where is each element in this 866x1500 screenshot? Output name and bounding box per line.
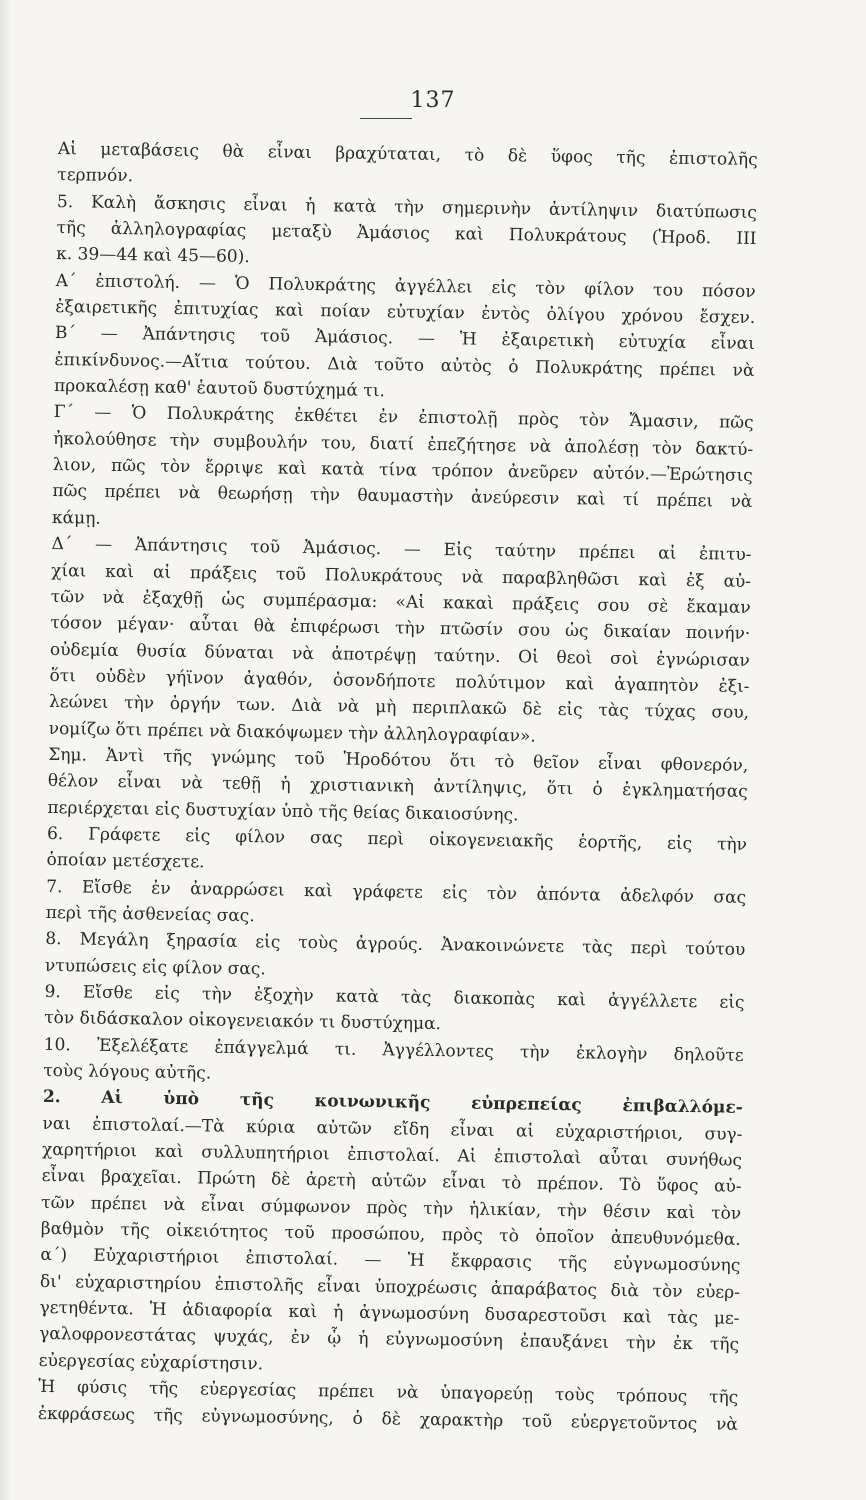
text-line: τερπνόν. xyxy=(57,165,134,187)
text-line: Γ΄ — Ὁ Πολυκράτης ἐκθέτει ἐν ἐπιστολῇ πρὸς τὸν Ἄμασιν, πῶς xyxy=(53,402,754,434)
text-line: γετηθέντα. Ἡ ἀδιαφορία καὶ ἡ ἀγνωμοσύνη δυσαρεστοῦσι καὶ τὰς με- xyxy=(39,1297,740,1329)
text-line: 10. Ἐξελέξατε ἐπάγγελμά τι. Ἀγγέλλοντες τὴν ἐκλογὴν δηλοῦτε xyxy=(43,1034,744,1066)
section-heading-line: 2. Αἱ ὑπὸ τῆς κοινωνικῆς εὐπρεπείας ἐπιβαλλόμε- xyxy=(42,1087,743,1119)
text-line: Ἡ φύσις τῆς εὐεργεσίας πρέπει νὰ ὑπαγορεύῃ τοὺς τρόπους τῆς xyxy=(38,1377,739,1408)
page-number-underline xyxy=(360,118,412,119)
body-text xyxy=(38,136,758,1438)
text-line: τοὺς λόγους αὐτῆς. xyxy=(43,1060,212,1084)
page-number: 137 xyxy=(410,88,456,113)
text-line: Αἱ μεταβάσεις θὰ εἶναι βραχύταται, τὸ δὲ ὕφος τῆς ἐπιστολῆς xyxy=(57,138,758,170)
text-line: προκαλέσῃ καθ' ἑαυτοῦ δυστύχημά τι. xyxy=(53,376,386,402)
text-line: περιέρχεται εἰς δυστυχίαν ὑπὸ τῆς θείας δικαιοσύνης. xyxy=(47,797,519,825)
text-line: τῶν νὰ ἐξαχθῇ ὡς συμπέρασμα: «Αἱ κακαὶ πράξεις σου σὲ ἔκαμαν xyxy=(50,586,751,618)
text-line: ὅτι οὐδὲν γήϊνον ἀγαθόν, ὁσονδήποτε πολύτιμον καὶ ἀγαπητὸν ἐξι- xyxy=(49,665,750,697)
text-line: 8. Μεγάλη ξηρασία εἰς τοὺς ἀγρούς. Ἀνακοινώνετε τὰς περὶ τούτου xyxy=(45,929,746,961)
text-line: ντυπώσεις εἰς φίλον σας. xyxy=(44,955,266,980)
text-line: ἐξαιρετικῆς ἐπιτυχίας καὶ ποίαν εὐτυχίαν ἐντὸς ὀλίγου χρόνου ἔσχεν. xyxy=(55,297,756,329)
page-edge-shadow xyxy=(0,0,12,1500)
text-line: Σημ. Ἀντὶ τῆς γνώμης τοῦ Ἡροδότου ὅτι τὸ θεῖον εἶναι φθονερόν, xyxy=(48,744,749,776)
text-line: κ. 39—44 καὶ 45—60). xyxy=(55,244,250,268)
text-line: 7. Εἴσθε ἐν ἀναρρώσει καὶ γράφετε εἰς τὸν ἀπόντα ἀδελφόν σας xyxy=(46,876,747,908)
text-line: βαθμὸν τῆς οἰκειότητος τοῦ προσώπου, πρὸς τὸ ὁποῖον ἀπευθυνόμεθα. xyxy=(40,1218,741,1250)
text-line: α΄) Εὐχαριστήριοι ἐπιστολαί. — Ἡ ἔκφρασις τῆς εὐγνωμοσύνης xyxy=(40,1245,741,1277)
text-line: χίαι καὶ αἱ πράξεις τοῦ Πολυκράτους νὰ παραβληθῶσι καὶ ἐξ αὐ- xyxy=(51,560,752,592)
text-line: περὶ τῆς ἀσθενείας σας. xyxy=(45,902,255,927)
text-line: θέλον εἶναι νὰ τεθῇ ἡ χριστιανικὴ ἀντίληψις, ὅτι ὁ ἐγκληματήσας xyxy=(47,771,748,803)
text-line: χαρητήριοι καὶ συλλυπητήριοι ἐπιστολαί. Αἱ ἐπιστολαὶ αὗται συνήθως xyxy=(41,1139,743,1171)
text-line: οὐδεμία θυσία δύναται νὰ ἀποτρέψῃ ταύτην. Οἱ θεοὶ σοὶ ἐγνώρισαν xyxy=(49,639,751,671)
text-line: ὁποίαν μετέσχετε. xyxy=(46,850,205,873)
text-line: νομίζω ὅτι πρέπει νὰ διακόψωμεν τὴν ἀλληλογραφίαν». xyxy=(48,718,536,747)
text-line: δι' εὐχαριστηρίου ἐπιστολῆς εἶναι ὑποχρέωσις ἀπαράβατος διὰ τὸν εὐερ- xyxy=(39,1271,741,1303)
text-line: ἐκφράσεως τῆς εὐγνωμοσύνης, ὁ δὲ χαρακτὴρ τοῦ εὐεργετοῦντος νὰ xyxy=(37,1403,739,1435)
text-line: Δ΄ — Ἀπάντησις τοῦ Ἀμάσιος. — Εἰς ταύτην πρέπει αἱ ἐπιτυ- xyxy=(51,534,752,566)
text-line: εἶναι βραχεῖαι. Πρώτη δὲ ἀρετὴ αὐτῶν εἶναι τὸ πρέπον. Τὸ ὕφος αὐ- xyxy=(41,1166,742,1198)
text-line: τόσον μέγαν· αὗται θὰ ἐπιφέρωσι τὴν πτῶσίν σου ὡς δικαίαν ποινήν· xyxy=(50,613,751,645)
text-line: ναι ἐπιστολαί.—Τὰ κύρια αὐτῶν εἴδη εἶναι αἱ εὐχαριστήριοι, συγ- xyxy=(42,1113,743,1145)
text-line: 9. Εἴσθε εἰς τὴν ἐξοχὴν κατὰ τὰς διακοπὰς καὶ ἀγγέλλετε εἰς xyxy=(44,981,745,1013)
text-line: εὐεργεσίας εὐχαρίστησιν. xyxy=(38,1350,264,1375)
text-line: πῶς πρέπει νὰ θεωρήσῃ τὴν θαυμαστὴν ἀνεύρεσιν καὶ τί πρέπει νὰ xyxy=(52,481,753,513)
text-line: Α΄ ἐπιστολή. — Ὁ Πολυκράτης ἀγγέλλει εἰς τὸν φίλον του πόσον xyxy=(55,270,756,302)
text-line: τῆς ἀλληλογραφίας μεταξὺ Ἀμάσιος καὶ Πολυκράτους (Ἡροδ. III xyxy=(56,218,757,250)
text-line: γαλοφρονεστάτας ψυχάς, ἐν ᾧ ἡ εὐγνωμοσύνη ἐπαυξάνει τὴν ἐκ τῆς xyxy=(39,1324,740,1356)
text-line: 6. Γράφετε εἰς φίλον σας περὶ οἰκογενειακῆς ἑορτῆς, εἰς τὴν xyxy=(46,823,748,855)
text-line: τὸν διδάσκαλον οἰκογενειακόν τι δυστύχημα. xyxy=(43,1008,442,1035)
text-line: κάμῃ. xyxy=(51,507,101,529)
text-line: τῶν πρέπει νὰ εἶναι σύμφωνον πρὸς τὴν ἡλικίαν, τὴν θέσιν καὶ τὸν xyxy=(41,1192,742,1224)
text-line: λιον, πῶς τὸν ἔρριψε καὶ κατὰ τίνα τρόπον ἀνεῦρεν αὐτόν.—Ἐρώτησις xyxy=(52,455,753,487)
text-line: Β΄ — Ἀπάντησις τοῦ Ἀμάσιος. — Ἡ ἐξαιρετικὴ εὐτυχία εἶναι xyxy=(54,323,755,355)
text-line: ἠκολούθησε τὴν συμβουλήν του, διατί ἐπεζήτησε νὰ ἀπολέσῃ τὸν δακτύ- xyxy=(53,428,754,460)
text-line: ἐπικίνδυνος.—Αἴτια τούτου. Διὰ τοῦτο αὐτὸς ὁ Πολυκράτης πρέπει νὰ xyxy=(54,349,755,381)
text-line: 5. Καλὴ ἄσκησις εἶναι ἡ κατὰ τὴν σημερινὴν ἀντίληψιν διατύπωσις xyxy=(56,191,758,223)
text-line: λεώνει τὴν ὀργήν των. Διὰ νὰ μὴ περιπλακῶ δὲ εἰς τὰς τύχας σου, xyxy=(48,692,750,724)
